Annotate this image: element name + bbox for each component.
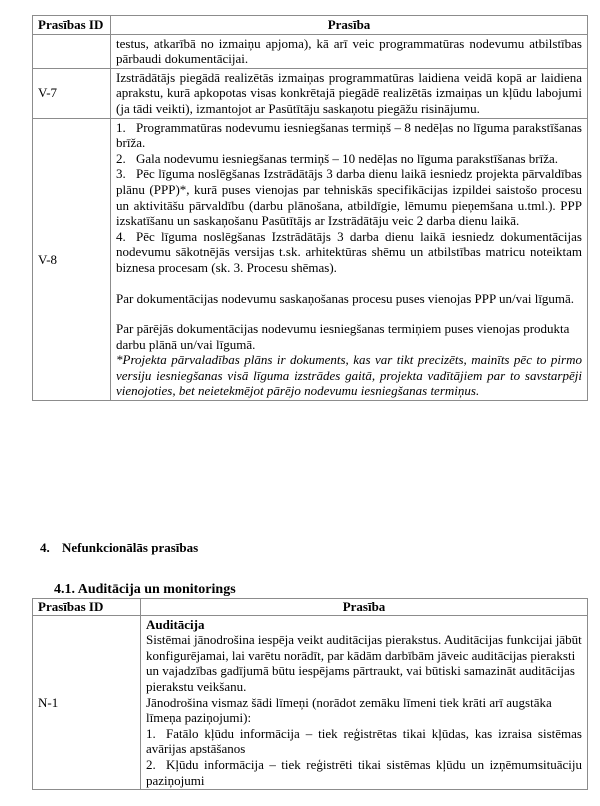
table-row [33, 615, 588, 790]
paragraph: Par pārējās dokumentācijas nodevumu iesniegšanas termiņiem puses vienojas produkta darbu plānā un/vai līgumā. [116, 321, 570, 352]
requirement-cell [141, 615, 588, 790]
requirement-title: Auditācija [146, 616, 205, 632]
list-item: 1. Fatālo kļūdu informācija – tiek reģistrētas tikai kļūdas, kas izraisa sistēmas avārijas apstāšanos [146, 725, 582, 757]
paragraph: Jānodrošina vismaz šādi līmeņi (norādot zemāku līmeni tiek krāti arī augstāka līmeņa paziņojumi): [146, 694, 552, 726]
requirements-table-n [32, 598, 588, 790]
footnote: *Projekta pārvaladības plāns ir dokuments, kas var tikt precizēts, mainīts pēc to pirmo versiju iesniegšanas visā līguma izstrādes gaitā, projekta vadītājiem par to savstarpēji vienojoties, bet neietekmējot pārējo nodevumu iesniegšanas termiņus. [116, 352, 582, 399]
list-item: 4. Pēc līguma noslēgšanas Izstrādātājs 3 darba dienu laikā iesniedz dokumentācijas nodevumu sākotnējās versijas t.sk. arhitektūras shēmu un atbilstības matricu noteiktam biznesa procesam (sk. 3. Procesu shēmas). [116, 228, 582, 275]
table-row [33, 34, 588, 68]
requirement-id: N-1 [33, 615, 141, 790]
requirements-table-v [32, 15, 588, 401]
requirement-id [33, 34, 111, 68]
paragraph: Sistēmai jānodrošina iespēja veikt auditācijas pierakstus. Auditācijas funkcijai jābūt konfigurējamai, lai varētu norādīt, par kādām darbībām jāveic auditācijas pieraksti un vajadzības gadījumā būtu iespējams pārtraukt, vai būtiski samazināt auditācijas pierakstu veikšanu. [146, 632, 582, 694]
requirement-text: testus, atkarībā no izmaiņu apjoma), kā arī veic programmatūras nodevumu atbilstības pārbaudi dokumentācijai. [111, 34, 588, 68]
section-heading: 4. Nefunkcionālās prasības [40, 540, 199, 555]
list-item: 1. Programmatūras nodevumu iesniegšanas termiņš – 8 nedēļas no līguma parakstīšanas brīža. [116, 119, 582, 151]
table-header-row [33, 599, 588, 616]
list-item: 2. Gala nodevumu iesniegšanas termiņš – 10 nedēļas no līguma parakstīšanas brīža. [116, 150, 559, 166]
list-item: 2. Kļūdu informācija – tiek reģistrēti tikai sistēmas kļūdu un izņēmumsituāciju paziņojumi [146, 756, 582, 788]
column-header-requirement: Prasība [111, 16, 588, 35]
requirement-text: Izstrādātājs piegādā realizētās izmaiņas programmatūras laidiena veidā kopā ar laidiena aprakstu, kurā apkopotas visas konkrētajā piegādē realizētās izmaiņas un kļūdu labojumi (ja tādi veikti), izmantojot ar Pasūtītāju saskaņotu piegāžu risinājumu. [111, 68, 588, 118]
requirement-id: V-8 [33, 118, 111, 401]
table-header-row [33, 16, 588, 35]
paragraph: Par dokumentācijas nodevumu saskaņošanas procesu puses vienojas PPP un/vai līgumā. [116, 290, 575, 306]
column-header-id: Prasības ID [33, 16, 111, 35]
table-row [33, 68, 588, 118]
requirement-id: V-7 [33, 68, 111, 118]
table-row [33, 118, 588, 401]
list-item: 3. Pēc līguma noslēgšanas Izstrādātājs 3 darba dienu laikā iesniedz projekta pārvaldības plānu (PPP)*, kurā puses vienojas par tehniskās specifikācijas izpildei saistošo procesu un aktivitāšu pārvaldību (darbu plānošana, atbildīgie, lēmumu pieņemšana u.tml.). PPP izskatīšanu un saskaņošanu Pasūtītājs ar Izstrādātāju veic 2 darba dienu laikā. [116, 166, 582, 229]
column-header-requirement: Prasība [141, 599, 588, 616]
column-header-id: Prasības ID [33, 599, 141, 616]
subsection-heading: 4.1. Auditācija un monitorings [54, 582, 236, 597]
requirement-cell [111, 118, 588, 401]
